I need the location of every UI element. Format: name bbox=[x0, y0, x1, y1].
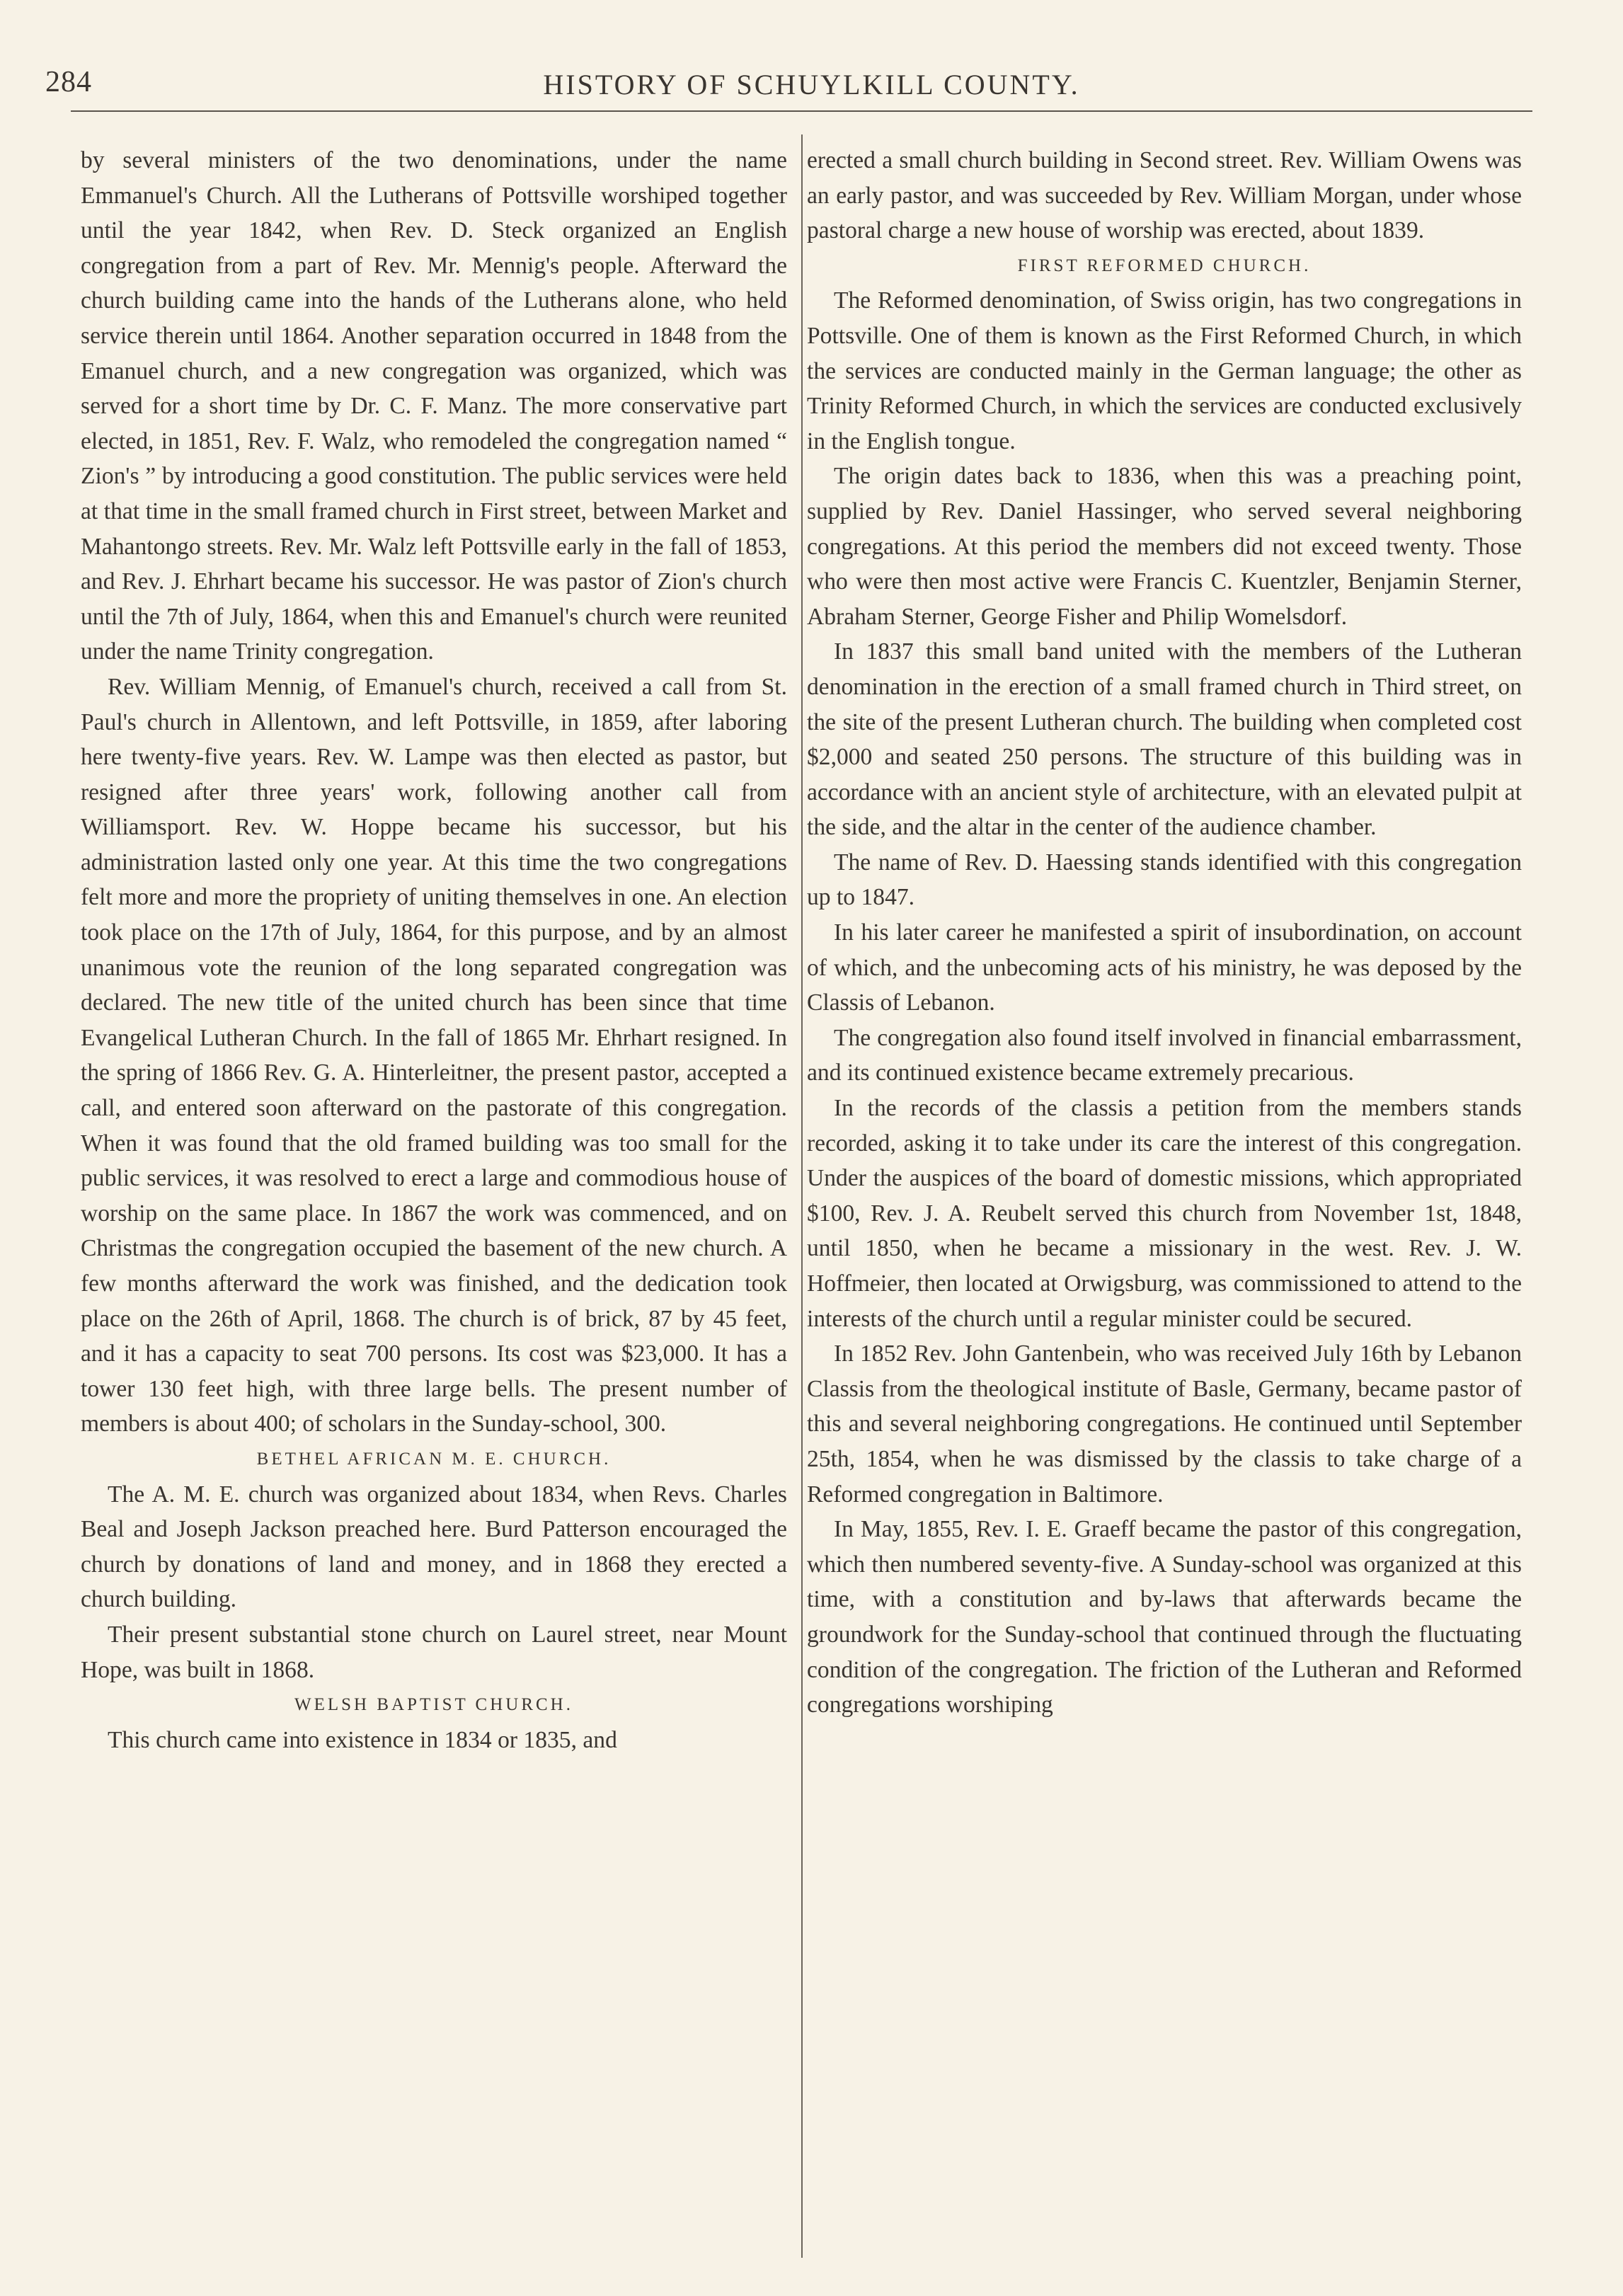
paragraph: In 1852 Rev. John Gantenbein, who was received July 16th by Lebanon Classis from the theological institute of Basle, Germany, became pastor of this and several neighboring congregations. He continued until September 25th, 1854, when he was dismissed by the classis to take charge of a Reformed congregation in Baltimore. bbox=[807, 1341, 1522, 1508]
paragraph: The Reformed denomination, of Swiss origin, has two congregations in Pottsville. One of them is known as the First Reformed Church, in which the services are conducted mainly in the German language; the other as Trinity Reformed Church, in which the services are conducted exclusively in the English tongue. bbox=[807, 287, 1522, 454]
paragraph: In May, 1855, Rev. I. E. Graeff became the pastor of this congregation, which then numbered seventy-five. A Sunday-school was organized at this time, with a constitution and by-laws that afterwards became the groundwork for the Sunday-school that continued through the fluctuating condition of the congregation. The friction of the Lutheran and Reformed congregations worshiping bbox=[807, 1516, 1522, 1718]
paragraph: by several ministers of the two denominations, under the name Emmanuel's Church. All the Lutherans of Pottsville worshiped together until the year 1842, when Rev. D. Steck organized an English congregation from a part of Rev. Mr. Mennig's people. Afterward the church building came into the hands of the Lutherans alone, who held service therein until 1864. Another separation occurred in 1848 from the Emanuel church, and a new congregation was organized, which was served for a short time by Dr. C. F. Manz. The more conservative part elected, in 1851, Rev. F. Walz, who remodeled the congregation named “ Zion's ” by introducing a good constitution. The public services were held at that time in the small framed church in First street, between Market and Mahantongo streets. Rev. Mr. Walz left Pottsville early in the fall of 1853, and Rev. J. Ehrhart became his successor. He was pastor of Zion's church until the 7th of July, 1864, when this and Emanuel's church were reunited under the name Trinity congregation. bbox=[81, 147, 787, 665]
running-title: HISTORY OF SCHUYLKILL COUNTY. bbox=[543, 69, 1080, 101]
paragraph: This church came into existence in 1834 or 1835, and bbox=[108, 1726, 617, 1753]
page-number: 284 bbox=[45, 66, 92, 98]
left-column bbox=[81, 143, 787, 1757]
section-heading-bethel: BETHEL AFRICAN M. E. CHURCH. bbox=[256, 1449, 612, 1469]
paragraph: Rev. William Mennig, of Emanuel's church, received a call from St. Paul's church in Allentown, and left Pottsville, in 1859, after laboring here twenty-five years. Rev. W. Lampe was then elected as pastor, but resigned after three years' work, following another call from Williamsport. Rev. W. Hoppe became his successor, but his administration lasted only one year. At this time the two congregations felt more and more the propriety of uniting themselves in one. An election took place on the 17th of July, 1864, for this purpose, and by an almost unanimous vote the reunion of the long separated congregation was declared. The new title of the united church has been since that time Evangelical Lutheran Church. In the fall of 1865 Mr. Ehrhart resigned. In the spring of 1866 Rev. G. A. Hinterleitner, the present pastor, accepted a call, and entered soon afterward on the pastorate of this congregation. When it was found that the old framed building was too small for the public services, it was resolved to erect a large and commodious house of worship on the same place. In 1867 the work was commenced, and on Christmas the congregation occupied the basement of the new church. A few months afterward the work was finished, and the dedication took place on the 26th of April, 1868. The church is of brick, 87 by 45 feet, and it has a capacity to seat 700 persons. Its cost was $23,000. It has a tower 130 feet high, with three large bells. The present number of members is about 400; of scholars in the Sunday-school, 300. bbox=[81, 673, 787, 1437]
paragraph: The A. M. E. church was organized about 1834, when Revs. Charles Beal and Joseph Jackson preached here. Burd Patterson encouraged the church by donations of land and money, and in 1868 they erected a church building. bbox=[81, 1481, 787, 1613]
paragraph: The origin dates back to 1836, when this was a preaching point, supplied by Rev. Daniel Hassinger, who served several neighboring congregations. At this period the members did not exceed twenty. Those who were then most active were Francis C. Kuentzler, Benjamin Sterner, Abraham Sterner, George Fisher and Philip Womelsdorf. bbox=[807, 463, 1522, 630]
column-divider bbox=[801, 134, 803, 2258]
paragraph: Their present substantial stone church on Laurel street, near Mount Hope, was built in 1868. bbox=[81, 1621, 787, 1683]
paragraph: In 1837 this small band united with the members of the Lutheran denomination in the erection of a small framed church in Third street, on the site of the present Lutheran church. The building when completed cost $2,000 and seated 250 persons. The structure of this building was in accordance with an ancient style of architecture, with an elevated pulpit at the side, and the altar in the center of the audience chamber. bbox=[807, 638, 1522, 841]
paragraph: The congregation also found itself involved in financial embarrassment, and its continued existence became extremely precarious. bbox=[807, 1024, 1522, 1086]
section-heading-welsh: WELSH BAPTIST CHURCH. bbox=[294, 1695, 573, 1715]
paragraph: In his later career he manifested a spirit of insubordination, on account of which, and the unbecoming acts of his ministry, he was deposed by the Classis of Lebanon. bbox=[807, 919, 1522, 1016]
header-rule bbox=[71, 110, 1532, 112]
right-column bbox=[807, 143, 1522, 1723]
paragraph: erected a small church building in Second street. Rev. William Owens was an early pastor, and was succeeded by Rev. William Morgan, under whose pastoral charge a new house of worship was erected, about 1839. bbox=[807, 147, 1522, 244]
paragraph: In the records of the classis a petition from the members stands recorded, asking it to take under its care the interest of this congregation. Under the auspices of the board of domestic missions, which appropriated $100, Rev. J. A. Reubelt served this church from November 1st, 1848, until 1850, when he became a missionary in the west. Rev. J. W. Hoffmeier, then located at Orwigsburg, was commissioned to attend to the interests of the church until a regular minister could be secured. bbox=[807, 1095, 1522, 1332]
paragraph: The name of Rev. D. Haessing stands identified with this congregation up to 1847. bbox=[807, 849, 1522, 911]
section-heading-first-reformed: FIRST REFORMED CHURCH. bbox=[1017, 256, 1312, 275]
